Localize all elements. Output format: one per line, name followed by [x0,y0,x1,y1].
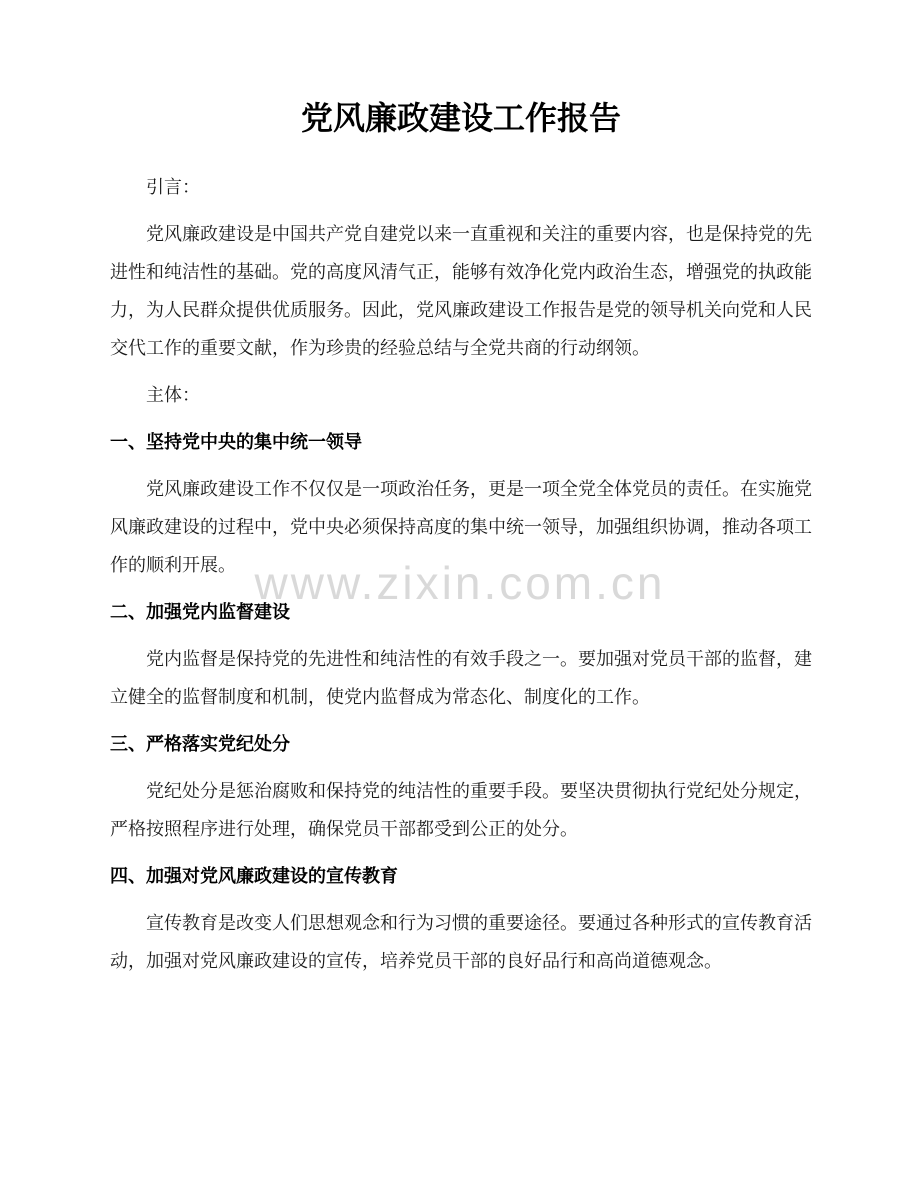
paragraph: 引言： [146,176,200,197]
watermark-text: www.zixin.com.cn [254,557,666,609]
paragraph: 党纪处分是惩治腐败和保持党的纯洁性的重要手段。要坚决贯彻执行党纪处分规定，严格按照程序进行处理，确保党员干部都受到公正的处分。 [110,780,812,839]
section-heading: 二、加强党内监督建设 [110,601,290,622]
section-heading: 四、加强对党风廉政建设的宣传教育 [110,865,398,886]
paragraph: 党风廉政建设是中国共产党自建党以来一直重视和关注的重要内容，也是保持党的先进性和纯洁性的基础。党的高度风清气正，能够有效净化党内政治生态，增强党的执政能力，为人民群众提供优质服务。因此，党风廉政建设工作报告是党的领导机关向党和人民交代工作的重要文献，作为珍贵的经验总结与全党共商的行动纲领。 [110,223,812,358]
section-heading: 一、坚持党中央的集中统一领导 [110,431,362,452]
paragraph: 宣传教育是改变人们思想观念和行为习惯的重要途径。要通过各种形式的宣传教育活动，加强对党风廉政建设的宣传，培养党员干部的良好品行和高尚道德观念。 [110,912,812,971]
section-heading: 三、严格落实党纪处分 [110,733,290,754]
document-title: 党风廉政建设工作报告 [300,100,621,136]
paragraph: 主体： [146,384,200,405]
paragraph: 党内监督是保持党的先进性和纯洁性的有效手段之一。要加强对党员干部的监督，建立健全的监督制度和机制，使党内监督成为常态化、制度化的工作。 [110,648,812,707]
document-body [110,168,812,980]
paragraph: 党风廉政建设工作不仅仅是一项政治任务，更是一项全党全体党员的责任。在实施党风廉政建设的过程中，党中央必须保持高度的集中统一领导，加强组织协调，推动各项工作的顺利开展。 [110,478,812,575]
